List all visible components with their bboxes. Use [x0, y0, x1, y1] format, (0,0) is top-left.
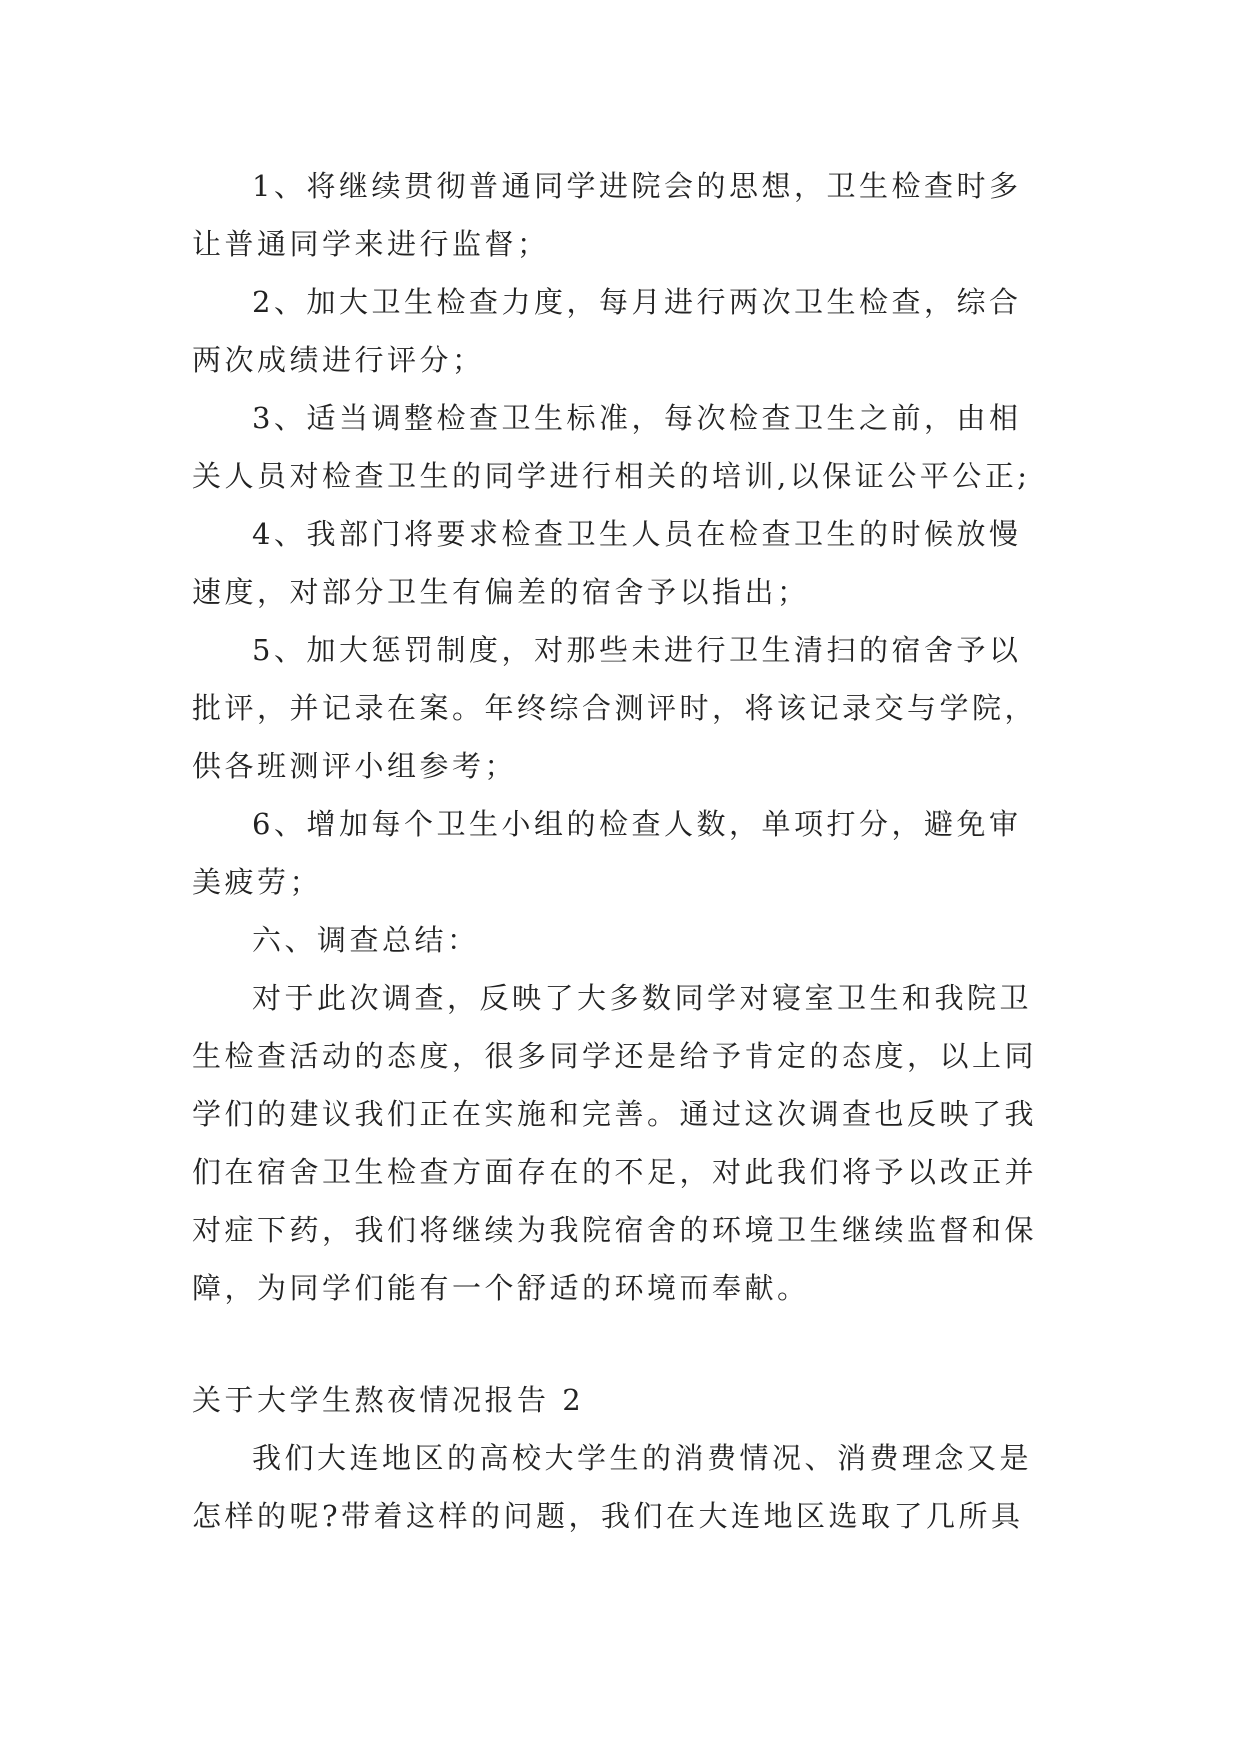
list-item-5-line-2: 批评，并记录在案。年终综合测评时，将该记录交与学院，	[192, 691, 1038, 725]
summary-paragraph-line-2: 生检查活动的态度，很多同学还是给予肯定的态度，以上同	[192, 1039, 1038, 1073]
list-item-5-line-1: 5、加大惩罚制度，对那些未进行卫生清扫的宿舍予以	[252, 633, 1022, 667]
list-item-1-line-2: 让普通同学来进行监督；	[192, 227, 550, 261]
summary-paragraph-line-6: 障，为同学们能有一个舒适的环境而奉献。	[192, 1271, 810, 1305]
section-heading-summary: 六、调查总结：	[252, 923, 480, 957]
list-item-4-line-2: 速度，对部分卫生有偏差的宿舍予以指出；	[192, 575, 810, 609]
summary-paragraph-line-3: 学们的建议我们正在实施和完善。通过这次调查也反映了我	[192, 1097, 1038, 1131]
summary-paragraph-line-1: 对于此次调查，反映了大多数同学对寝室卫生和我院卫	[252, 981, 1033, 1015]
list-item-2-line-1: 2、加大卫生检查力度，每月进行两次卫生检查，综合	[252, 285, 1022, 319]
report-paragraph-line-2: 怎样的呢?带着这样的问题，我们在大连地区选取了几所具	[192, 1499, 1024, 1533]
list-item-6-line-1: 6、增加每个卫生小组的检查人数，单项打分，避免审	[252, 807, 1022, 841]
list-item-4-line-1: 4、我部门将要求检查卫生人员在检查卫生的时候放慢	[252, 517, 1022, 551]
list-item-5-line-3: 供各班测评小组参考；	[192, 749, 518, 783]
list-item-3-line-1: 3、适当调整检查卫生标准，每次检查卫生之前，由相	[252, 401, 1022, 435]
summary-paragraph-line-4: 们在宿舍卫生检查方面存在的不足，对此我们将予以改正并	[192, 1155, 1038, 1189]
report-title: 关于大学生熬夜情况报告 2	[192, 1383, 585, 1417]
list-item-1-line-1: 1、将继续贯彻普通同学进院会的思想，卫生检查时多	[252, 169, 1022, 203]
summary-paragraph-line-5: 对症下药，我们将继续为我院宿舍的环境卫生继续监督和保	[192, 1213, 1038, 1247]
report-paragraph-line-1: 我们大连地区的高校大学生的消费情况、消费理念又是	[252, 1441, 1033, 1475]
list-item-6-line-2: 美疲劳；	[192, 865, 323, 899]
list-item-2-line-2: 两次成绩进行评分；	[192, 343, 485, 377]
list-item-3-line-2: 关人员对检查卫生的同学进行相关的培训,以保证公平公正;	[192, 459, 1031, 493]
